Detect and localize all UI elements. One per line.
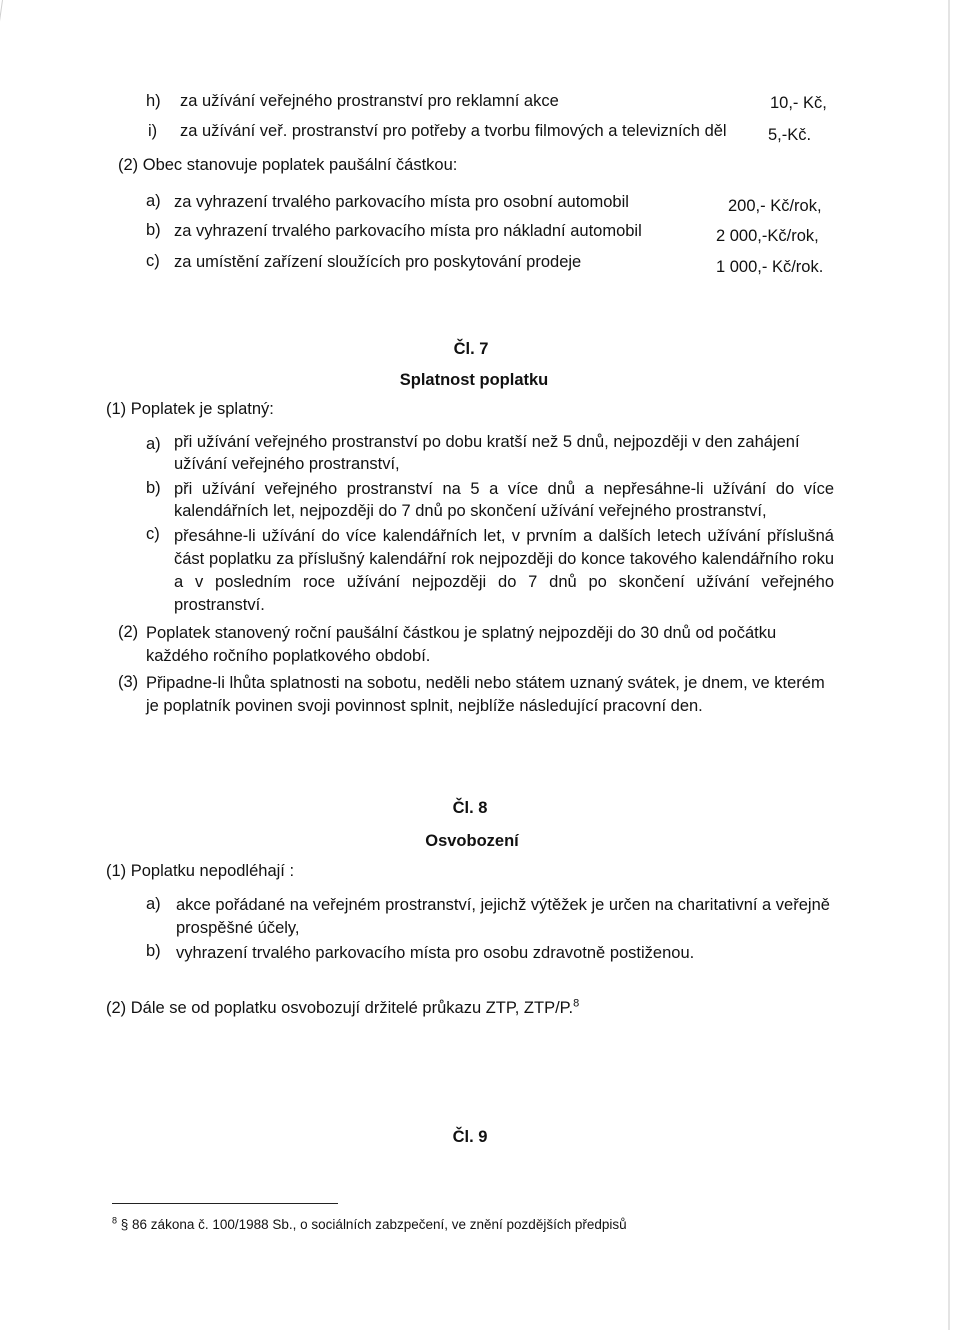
fee-i-label: i) (148, 122, 158, 140)
flat-c-text: za umístění zařízení sloužících pro poskytování prodeje (174, 253, 582, 271)
art7-p3-label: (3) (118, 673, 139, 691)
footnote (112, 1214, 627, 1236)
art8-b-text: vyhrazení trvalého parkovacího místa pro osobu zdravotně postiženou. (176, 944, 695, 962)
art7-p2-label: (2) (118, 623, 139, 641)
art8-paragraph-2 (106, 997, 579, 1019)
article-7-title: Splatnost poplatku (399, 371, 549, 389)
art7-b-label: b) (146, 479, 161, 497)
scan-edge-right (948, 0, 950, 1330)
article-8-title: Osvobození (425, 832, 519, 850)
art7-c-text: přesáhne-li užívání do více kalendářních let, v prvním a dalších letech užívání příslušná část poplatku za příslušný kalendářní rok nejpozději do konce takového kalendářního roku a v posledním roce užívání nejpozději do 7 dnů po skončení užívání veřejného prostranství. (174, 527, 834, 614)
flat-intro: (2) Obec stanovuje poplatek paušální částkou: (118, 156, 458, 174)
flat-c-amount: 1 000,- Kč/rok. (716, 258, 824, 276)
art7-a-text: při užívání veřejného prostranství po dobu kratší než 5 dnů, nejpozději v den zahájení užívání veřejného prostranství, (174, 433, 800, 473)
flat-a-label: a) (146, 192, 161, 210)
footnote-separator (112, 1203, 338, 1204)
flat-a-amount: 200,- Kč/rok, (728, 197, 822, 215)
fee-h-amount: 10,- Kč, (770, 94, 827, 112)
art7-a-label: a) (146, 435, 161, 453)
art7-b-text: při užívání veřejného prostranství na 5 a více dnů a nepřesáhne-li užívání do více kalendářních let, nejpozději do 7 dnů po skončení užívání veřejného prostranství, (174, 480, 834, 520)
art8-b-label: b) (146, 942, 161, 960)
art7-p2-text: Poplatek stanovený roční paušální částkou je splatný nejpozději do 30 dnů od počátku každého ročního poplatkového období. (146, 624, 777, 665)
flat-c-label: c) (146, 252, 160, 270)
fee-h-text: za užívání veřejného prostranství pro reklamní akce (180, 92, 559, 110)
footnote-number: 8 (112, 1215, 118, 1226)
article-9-number: Čl. 9 (452, 1128, 488, 1146)
flat-a-text: za vyhrazení trvalého parkovacího místa pro osobní automobil (174, 193, 629, 211)
fee-i-amount: 5,-Kč. (768, 126, 812, 144)
article-7-number: Čl. 7 (453, 340, 489, 358)
art8-a-label: a) (146, 895, 161, 913)
flat-b-label: b) (146, 221, 161, 239)
art7-c-label: c) (146, 525, 160, 543)
flat-b-text: za vyhrazení trvalého parkovacího místa pro nákladní automobil (174, 222, 642, 240)
fee-h-label: h) (146, 92, 161, 110)
art8-a-text: akce pořádané na veřejném prostranství, jejichž výtěžek je určen na charitativní a veřejně prospěšné účely, (176, 896, 830, 937)
art8-footnote-ref[interactable]: 8 (573, 997, 580, 1010)
scan-edge-left (0, 0, 3, 129)
flat-b-amount: 2 000,-Kč/rok, (716, 227, 819, 245)
footnote-text: § 86 zákona č. 100/1988 Sb., o sociálních zabzpečení, ve znění pozdějších předpisů (120, 1217, 627, 1232)
article-8-number: Čl. 8 (452, 799, 488, 817)
art8-paragraph-2-text: (2) Dále se od poplatku osvobozují držitelé průkazu ZTP, ZTP/P. (106, 999, 574, 1017)
art7-paragraph-1: (1) Poplatek je splatný: (106, 400, 274, 418)
fee-i-text: za užívání veř. prostranství pro potřeby a tvorbu filmových a televizních děl (180, 122, 727, 140)
art8-paragraph-1: (1) Poplatku nepodléhají : (106, 862, 295, 880)
art7-p3-text: Připadne-li lhůta splatnosti na sobotu, neděli nebo státem uznaný svátek, je dnem, ve kterém je poplatník povinen svoji povinnost splnit, nejblíže následující pracovní den. (146, 674, 825, 715)
